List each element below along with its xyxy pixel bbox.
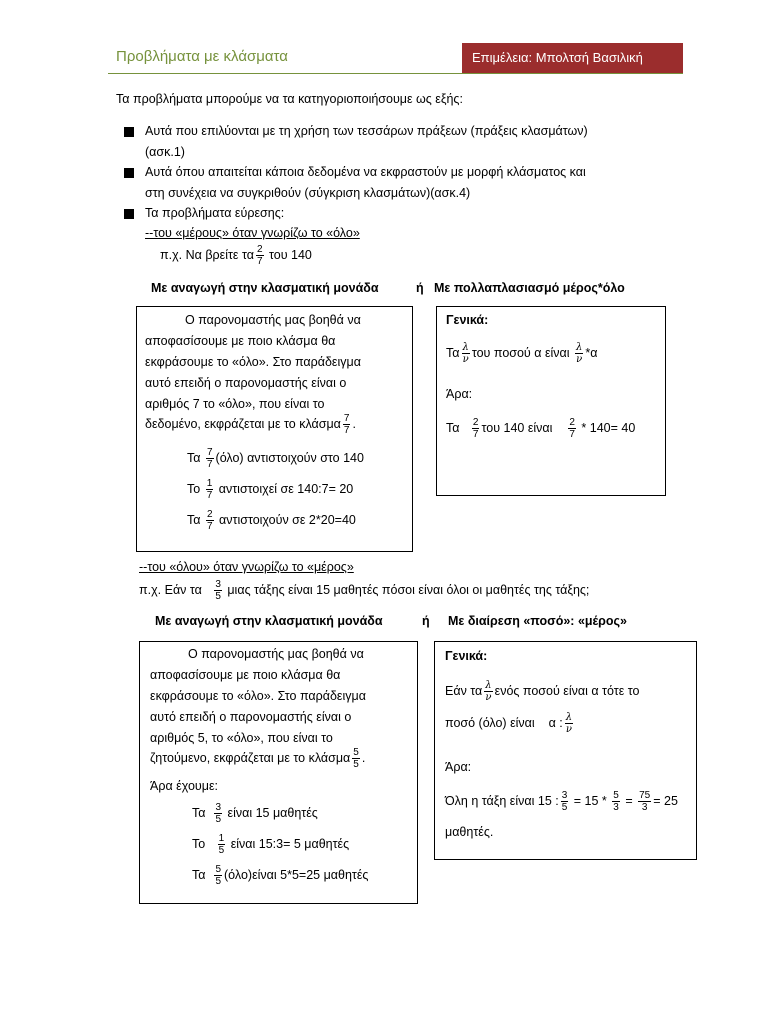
bullet-square-icon [124, 127, 134, 137]
box-line: Ο παρονομαστής μας βοηθά να [185, 313, 361, 327]
fraction: $\frac{5}{5}$ [353, 747, 359, 770]
part2-heading: --του «όλου» όταν γνωρίζω το «μέρος» [139, 560, 354, 574]
box-line: εκφράσουμε το «όλο». Στο παράδειγμα [150, 689, 366, 703]
document-title: Προβλήματα με κλάσματα [116, 48, 288, 65]
box-line: αυτό επειδή ο παρονομαστής είναι ο [150, 710, 352, 724]
part2-example: π.χ. Εάν τα $\frac{3}{5}$ μιας τάξης είναι 15 μαθητές πόσοι είναι όλοι οι μαθητές της τάξης; [139, 579, 590, 602]
part2-method-right: Με διαίρεση «ποσό»: «μέρος» [448, 614, 627, 628]
fraction: $\frac{7}{7}$ [206, 447, 213, 470]
box-line: Άρα έχουμε: [150, 779, 218, 793]
fraction: $\frac{5}{3}$ [613, 790, 619, 813]
box-line: μαθητές. [445, 825, 494, 839]
fraction: $\frac{\lambda}{\nu}$ [462, 342, 469, 365]
bullet-3-line-1: Τα προβλήματα εύρεσης: [145, 206, 285, 220]
box-line: αριθμός 5, το «όλο», που είναι το [150, 731, 333, 745]
box-line: αποφασίσουμε με ποιο κλάσμα θα [150, 668, 341, 682]
part1-or: ή [416, 281, 424, 295]
box-heading: Άρα: [446, 387, 473, 401]
fraction: $\frac{1}{5}$ [218, 833, 225, 856]
part1-example-pre: π.χ. Να βρείτε τα [160, 247, 254, 262]
fraction: $\frac{5}{5}$ [215, 864, 222, 887]
box-row: Το $\frac{1}{7}$ αντιστοιχεί σε 140:7= 20 [187, 478, 354, 501]
box-heading: Γενικά: [446, 313, 489, 327]
fraction: $\frac{75}{3}$ [639, 790, 651, 813]
box-line: αυτό επειδή ο παρονομαστής είναι ο [145, 376, 347, 390]
box-line: ζητούμενο, εκφράζεται με το κλάσμα $\frac{5}{5}$ . [150, 747, 366, 770]
bullet-1-line-2: (ασκ.1) [145, 145, 185, 159]
fraction: $\frac{\lambda}{\nu}$ [565, 712, 573, 735]
part2-left-box [139, 641, 418, 904]
box-row: Το $\frac{1}{5}$ είναι 15:3= 5 μαθητές [192, 833, 350, 856]
bullet-2-line-2: στη συνέχεια να συγκριθούν (σύγκριση κλασμάτων)(ασκ.4) [145, 186, 471, 200]
intro-text: Τα προβλήματα μπορούμε να τα κατηγοριοποιήσουμε ως εξής: [116, 92, 463, 106]
box-line: αριθμός 7 το «όλο», που είναι το [145, 397, 325, 411]
fraction: $\frac{2}{7}$ [569, 417, 575, 440]
part1-right-box [436, 306, 666, 496]
box-heading: Γενικά: [445, 649, 488, 663]
fraction: $\frac{3}{5}$ [215, 579, 221, 602]
box-heading: Άρα: [445, 760, 472, 774]
part1-method-right: Με πολλαπλασιασμό μέρος*όλο [434, 281, 625, 295]
author-badge: Επιμέλεια: Μπολτσή Βασιλική [462, 43, 683, 73]
box-row: Τα $\frac{5}{5}$ (όλο)είναι 5*5=25 μαθητές [192, 864, 369, 887]
fraction: $\frac{3}{5}$ [215, 802, 222, 825]
box-row: Όλη η τάξη είναι 15 : $\frac{3}{5}$ = 15 * $\frac{5}{3}$ = $\frac{75}{3}$ = 25 [445, 790, 678, 813]
box-row: Τα $\frac{3}{5}$ είναι 15 μαθητές [192, 802, 318, 825]
fraction: $\frac{7}{7}$ [343, 413, 350, 436]
bullet-2-line-1: Αυτά όπου απαιτείται κάποια δεδομένα να εκφραστούν με μορφή κλάσματος και [145, 165, 586, 179]
fraction: $\frac{2}{7}$ [472, 417, 479, 440]
part1-example [160, 244, 312, 267]
fraction: $\frac{2}{7}$ [256, 244, 263, 267]
box-line: Ο παρονομαστής μας βοηθά να [188, 647, 364, 661]
header-divider [108, 73, 683, 74]
bullet-square-icon [124, 209, 134, 219]
fraction: $\frac{3}{5}$ [561, 790, 568, 813]
box-row: Τα $\frac{2}{7}$ αντιστοιχούν σε 2*20=40 [187, 509, 356, 532]
part2-right-box [434, 641, 697, 860]
bullet-square-icon [124, 168, 134, 178]
box-line: δεδομένο, εκφράζεται με το κλάσμα $\frac{7}{7}$ . [145, 413, 356, 436]
box-row: ποσό (όλο) είναι α : $\frac{\lambda}{\nu}$ [445, 712, 573, 735]
part1-method-left: Με αναγωγή στην κλασματική μονάδα [151, 281, 379, 295]
part1-example-post: του 140 [269, 247, 312, 262]
part2-method-left: Με αναγωγή στην κλασματική μονάδα [155, 614, 383, 628]
fraction: $\frac{\lambda}{\nu}$ [576, 342, 583, 365]
fraction: $\frac{1}{7}$ [206, 478, 213, 501]
box-row: Τα $\frac{2}{7}$ του 140 είναι $\frac{2}{7}$ * 140= 40 [446, 417, 636, 440]
box-row: Εάν τα $\frac{\lambda}{\nu}$ ενός ποσού είναι α τότε το [445, 680, 640, 703]
part2-or: ή [422, 614, 430, 628]
box-row: Τα $\frac{\lambda}{\nu}$ του ποσού α είναι $\frac{\lambda}{\nu}$ *α [446, 342, 598, 365]
box-line: εκφράσουμε το «όλο». Στο παράδειγμα [145, 355, 361, 369]
box-row: Τα $\frac{7}{7}$ (όλο) αντιστοιχούν στο 140 [187, 447, 364, 470]
part1-left-box [136, 306, 413, 552]
fraction: $\frac{2}{7}$ [206, 509, 213, 532]
fraction: $\frac{\lambda}{\nu}$ [485, 680, 492, 703]
box-line: αποφασίσουμε με ποιο κλάσμα θα [145, 334, 336, 348]
part1-heading: --του «μέρους» όταν γνωρίζω το «όλο» [145, 226, 360, 240]
bullet-1-line-1: Αυτά που επιλύονται με τη χρήση των τεσσάρων πράξεων (πράξεις κλασμάτων) [145, 124, 588, 138]
